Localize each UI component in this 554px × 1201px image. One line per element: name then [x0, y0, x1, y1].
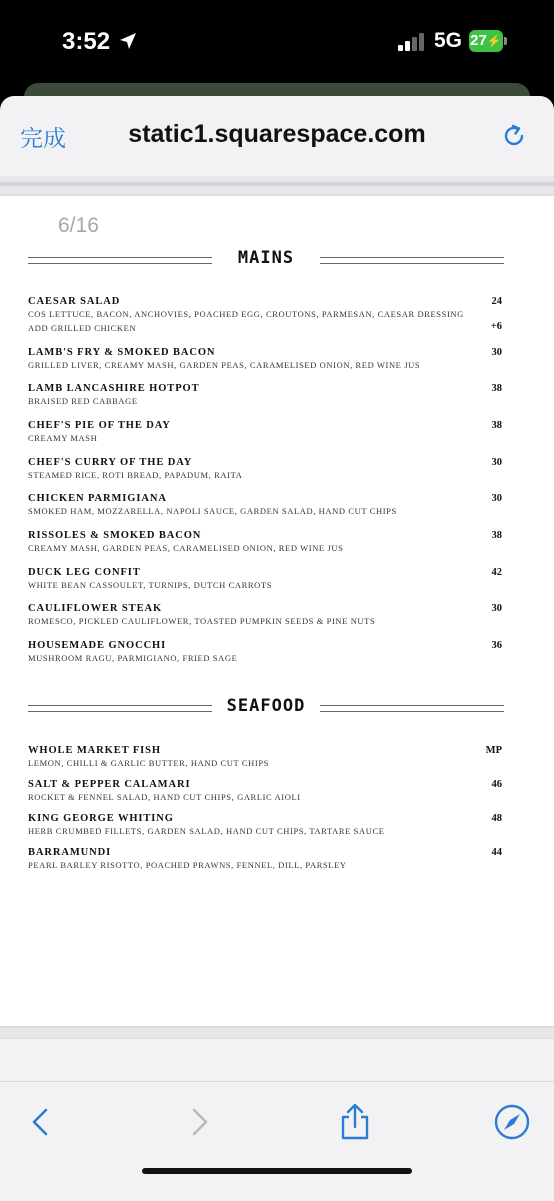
item-description: BRAISED RED CABBAGE [28, 396, 138, 406]
item-name: CHICKEN PARMIGIANA [28, 493, 167, 504]
item-name: RISSOLES & SMOKED BACON [28, 530, 202, 541]
done-button[interactable]: 完成 [20, 126, 66, 152]
section-heading-seafood [28, 696, 504, 720]
chevron-right-icon[interactable] [180, 1102, 220, 1142]
item-name: DUCK LEG CONFIT [28, 567, 141, 578]
reload-icon[interactable] [500, 122, 528, 150]
section-title: SEAFOOD [226, 696, 306, 716]
item-description: CREAMY MASH, GARDEN PEAS, CARAMELISED ONION, RED WINE JUS [28, 543, 344, 553]
item-name: BARRAMUNDI [28, 847, 112, 858]
item-description: STEAMED RICE, ROTI BREAD, PAPADUM, RAITA [28, 470, 243, 480]
item-price: 44 [491, 847, 502, 858]
item-price: 36 [491, 640, 502, 651]
item-description: LEMON, CHILLI & GARLIC BUTTER, HAND CUT CHIPS [28, 758, 269, 768]
previous-page-edge [0, 182, 554, 186]
item-description: CREAMY MASH [28, 433, 98, 443]
menu-item [28, 640, 504, 663]
menu-item [28, 383, 504, 406]
url-label: static1.squarespace.com [128, 120, 426, 148]
item-description: ROCKET & FENNEL SALAD, HAND CUT CHIPS, GARLIC AIOLI [28, 792, 301, 802]
menu-item [28, 779, 504, 802]
item-addon [28, 323, 504, 333]
item-description: SMOKED HAM, MOZZARELLA, NAPOLI SAUCE, GARDEN SALAD, HAND CUT CHIPS [28, 506, 397, 516]
menu-item [28, 296, 504, 333]
battery-level: 27 [470, 32, 487, 49]
item-price: 46 [491, 779, 502, 790]
chevron-left-icon[interactable] [20, 1102, 60, 1142]
item-name: LAMB LANCASHIRE HOTPOT [28, 383, 200, 394]
item-description: WHITE BEAN CASSOULET, TURNIPS, DUTCH CARROTS [28, 580, 273, 590]
section-heading-mains [28, 248, 504, 272]
compass-icon[interactable] [492, 1102, 532, 1142]
section-title: MAINS [237, 248, 295, 268]
browser-toolbar [0, 1081, 554, 1201]
browser-header [0, 96, 554, 176]
item-price: 24 [491, 296, 502, 307]
menu-item [28, 530, 504, 553]
item-price: 38 [491, 530, 502, 541]
item-price: 30 [491, 493, 502, 504]
item-name: CAULIFLOWER STEAK [28, 603, 163, 614]
browser-sheet [0, 96, 554, 1200]
network-type: 5G [434, 29, 463, 52]
item-price: 48 [491, 813, 502, 824]
status-bar [0, 0, 554, 84]
item-name: LAMB'S FRY & SMOKED BACON [28, 347, 216, 358]
menu-item [28, 493, 504, 516]
menu-item [28, 420, 504, 443]
menu-item [28, 813, 504, 836]
item-name: WHOLE MARKET FISH [28, 745, 161, 756]
menu-item [28, 567, 504, 590]
item-name: CAESAR SALAD [28, 296, 121, 307]
item-price: 30 [491, 347, 502, 358]
item-description: MUSHROOM RAGU, PARMIGIANO, FRIED SAGE [28, 653, 238, 663]
item-name: SALT & PEPPER CALAMARI [28, 779, 191, 790]
status-time: 3:52 [62, 28, 111, 55]
menu-item [28, 745, 504, 768]
item-name: KING GEORGE WHITING [28, 813, 174, 824]
item-description: ROMESCO, PICKLED CAULIFLOWER, TOASTED PUMPKIN SEEDS & PINE NUTS [28, 616, 376, 626]
item-description: COS LETTUCE, BACON, ANCHOVIES, POACHED EGG, CROUTONS, PARMESAN, CAESAR DRESSING [28, 309, 464, 319]
item-price: 30 [491, 457, 502, 468]
addon-price: +6 [490, 321, 502, 332]
menu-item [28, 603, 504, 626]
menu-item [28, 847, 504, 870]
menu-item [28, 457, 504, 480]
item-name: CHEF'S PIE OF THE DAY [28, 420, 171, 431]
cellular-signal-icon [398, 33, 426, 51]
item-price: MP [485, 745, 502, 756]
item-description: PEARL BARLEY RISOTTO, POACHED PRAWNS, FENNEL, DILL, PARSLEY [28, 860, 347, 870]
item-price: 42 [491, 567, 502, 578]
next-page-gap [0, 1038, 554, 1077]
item-price: 30 [491, 603, 502, 614]
item-description: GRILLED LIVER, CREAMY MASH, GARDEN PEAS, CARAMELISED ONION, RED WINE JUS [28, 360, 421, 370]
menu-page [0, 196, 554, 1026]
item-description: HERB CRUMBED FILLETS, GARDEN SALAD, HAND CUT CHIPS, TARTARE SAUCE [28, 826, 385, 836]
page-indicator: 6/16 [58, 214, 99, 237]
item-name: CHEF'S CURRY OF THE DAY [28, 457, 193, 468]
location-arrow-icon [118, 31, 138, 51]
item-name: HOUSEMADE GNOCCHI [28, 640, 167, 651]
home-indicator [142, 1168, 412, 1174]
battery-icon: 27⚡ [469, 30, 507, 52]
share-icon[interactable] [335, 1102, 375, 1142]
document-viewer[interactable] [0, 176, 554, 1076]
item-price: 38 [491, 420, 502, 431]
menu-item [28, 347, 504, 370]
addon-description: ADD GRILLED CHICKEN [28, 323, 137, 333]
item-price: 38 [491, 383, 502, 394]
